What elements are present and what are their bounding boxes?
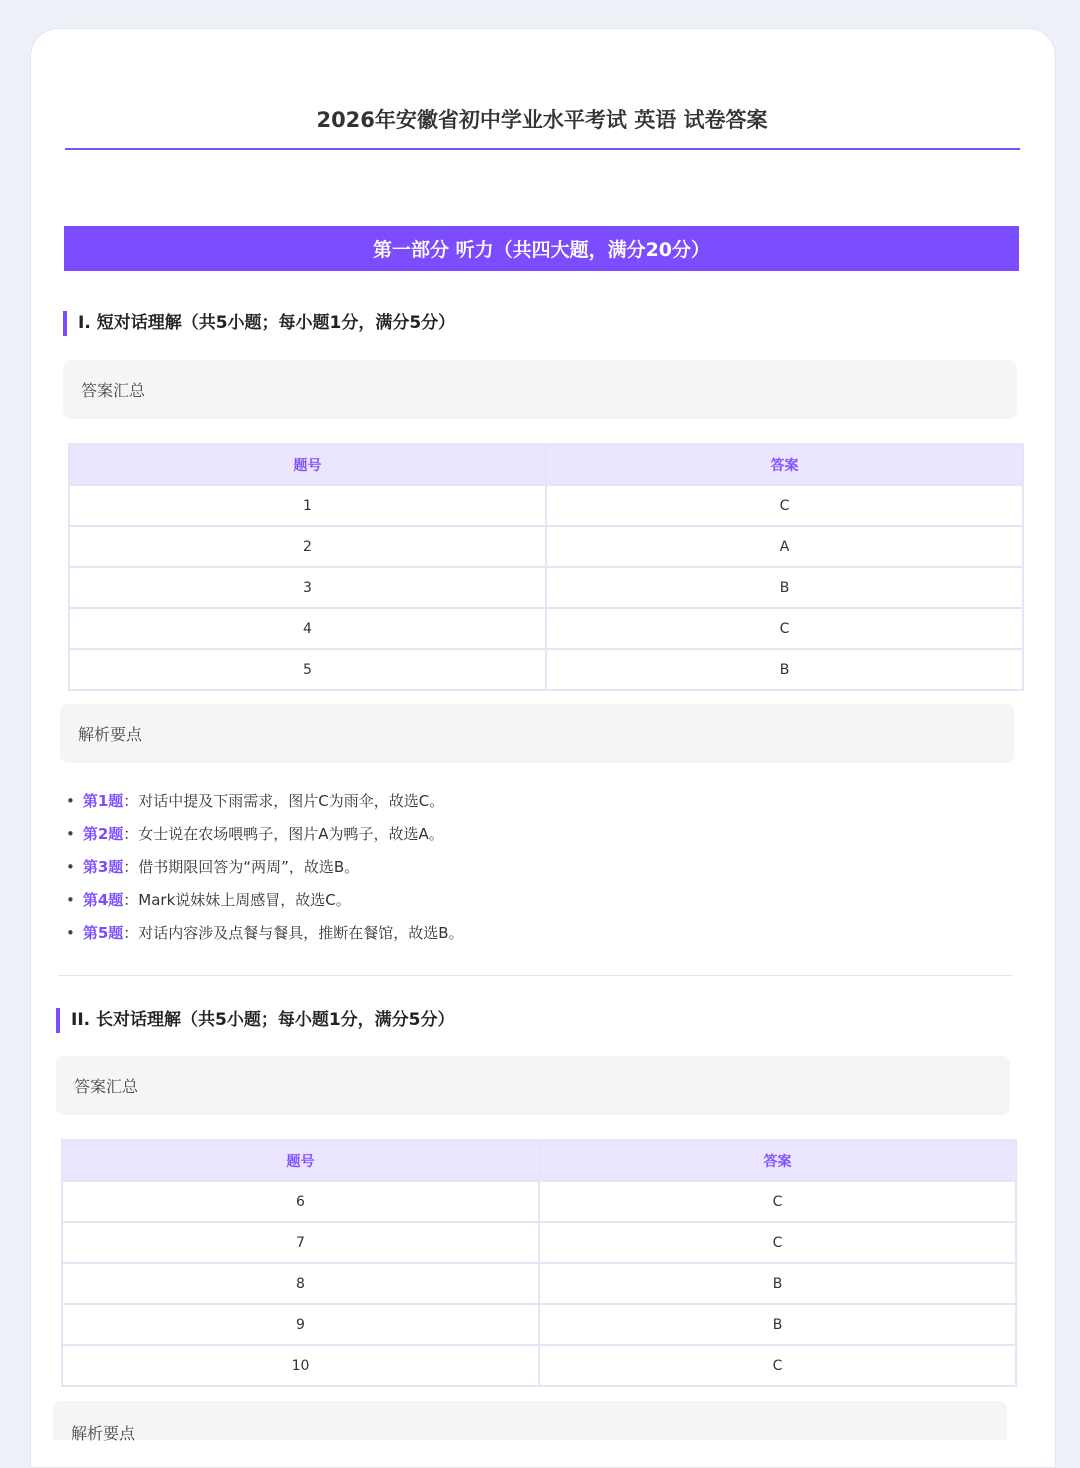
section-2-summary-box: 答案汇总 bbox=[56, 1056, 1010, 1115]
table-row bbox=[70, 650, 1022, 689]
answer-cell: B bbox=[547, 568, 1022, 607]
bullet-icon: • bbox=[66, 792, 75, 810]
bullet-icon: • bbox=[66, 924, 75, 942]
note-text: ：对话中提及下雨需求，图片C为雨伞，故选C。 bbox=[123, 792, 445, 810]
answer-cell: B bbox=[540, 1264, 1015, 1303]
col-header-answer: 答案 bbox=[547, 445, 1022, 484]
table-row bbox=[70, 609, 1022, 648]
list-item bbox=[66, 851, 464, 884]
bullet-icon: • bbox=[66, 825, 75, 843]
question-cell: 3 bbox=[70, 568, 545, 607]
note-number: 第2题 bbox=[82, 825, 124, 843]
list-item bbox=[66, 917, 464, 950]
table-row bbox=[70, 568, 1022, 607]
section-divider bbox=[58, 975, 1013, 976]
question-cell: 2 bbox=[70, 527, 545, 566]
table-row bbox=[70, 527, 1022, 566]
note-number: 第5题 bbox=[82, 924, 124, 942]
page-title: 2026年安徽省初中学业水平考试 英语 试卷答案 bbox=[316, 108, 768, 132]
answer-cell: C bbox=[547, 486, 1022, 525]
table-row bbox=[63, 1182, 1015, 1221]
question-cell: 6 bbox=[63, 1182, 538, 1221]
answer-cell: C bbox=[540, 1182, 1015, 1221]
answer-cell: A bbox=[547, 527, 1022, 566]
question-cell: 1 bbox=[70, 486, 545, 525]
col-header-question: 题号 bbox=[63, 1141, 538, 1180]
table-row bbox=[63, 1264, 1015, 1303]
question-cell: 5 bbox=[70, 650, 545, 689]
table-row bbox=[70, 486, 1022, 525]
note-text: ：对话内容涉及点餐与餐具，推断在餐馆，故选B。 bbox=[123, 924, 464, 942]
answer-cell: C bbox=[540, 1346, 1015, 1385]
question-cell: 10 bbox=[63, 1346, 538, 1385]
part-banner: 第一部分 听力（共四大题，满分20分） bbox=[64, 226, 1019, 271]
note-number: 第1题 bbox=[82, 792, 124, 810]
section-1-heading: I. 短对话理解（共5小题；每小题1分，满分5分） bbox=[63, 311, 455, 336]
section-1-notes-list bbox=[66, 785, 464, 950]
answer-cell: B bbox=[540, 1305, 1015, 1344]
answer-cell: B bbox=[547, 650, 1022, 689]
list-item bbox=[66, 884, 464, 917]
table-row bbox=[63, 1223, 1015, 1262]
note-number: 第4题 bbox=[82, 891, 124, 909]
list-item bbox=[66, 785, 464, 818]
note-text: ：Mark说妹妹上周感冒，故选C。 bbox=[123, 891, 351, 909]
table-row bbox=[63, 1346, 1015, 1385]
section-2-answer-table bbox=[61, 1139, 1017, 1387]
bullet-icon: • bbox=[66, 858, 75, 876]
note-text: ：借书期限回答为“两周”，故选B。 bbox=[123, 858, 360, 876]
note-text: ：女士说在农场喂鸭子，图片A为鸭子，故选A。 bbox=[123, 825, 444, 843]
section-2-heading: II. 长对话理解（共5小题；每小题1分，满分5分） bbox=[56, 1008, 455, 1033]
note-number: 第3题 bbox=[82, 858, 124, 876]
table-row bbox=[63, 1305, 1015, 1344]
question-cell: 9 bbox=[63, 1305, 538, 1344]
list-item bbox=[66, 818, 464, 851]
col-header-question: 题号 bbox=[70, 445, 545, 484]
section-1-answer-table bbox=[68, 443, 1024, 691]
table-header-row bbox=[70, 445, 1022, 484]
col-header-answer: 答案 bbox=[540, 1141, 1015, 1180]
section-1-summary-box: 答案汇总 bbox=[63, 360, 1017, 419]
answer-cell: C bbox=[547, 609, 1022, 648]
answer-cell: C bbox=[540, 1223, 1015, 1262]
section-2-analysis-box: 解析要点 bbox=[53, 1401, 1007, 1440]
title-divider bbox=[65, 148, 1020, 150]
question-cell: 4 bbox=[70, 609, 545, 648]
table-header-row bbox=[63, 1141, 1015, 1180]
question-cell: 7 bbox=[63, 1223, 538, 1262]
section-1-analysis-box: 解析要点 bbox=[60, 704, 1014, 763]
question-cell: 8 bbox=[63, 1264, 538, 1303]
bullet-icon: • bbox=[66, 891, 75, 909]
